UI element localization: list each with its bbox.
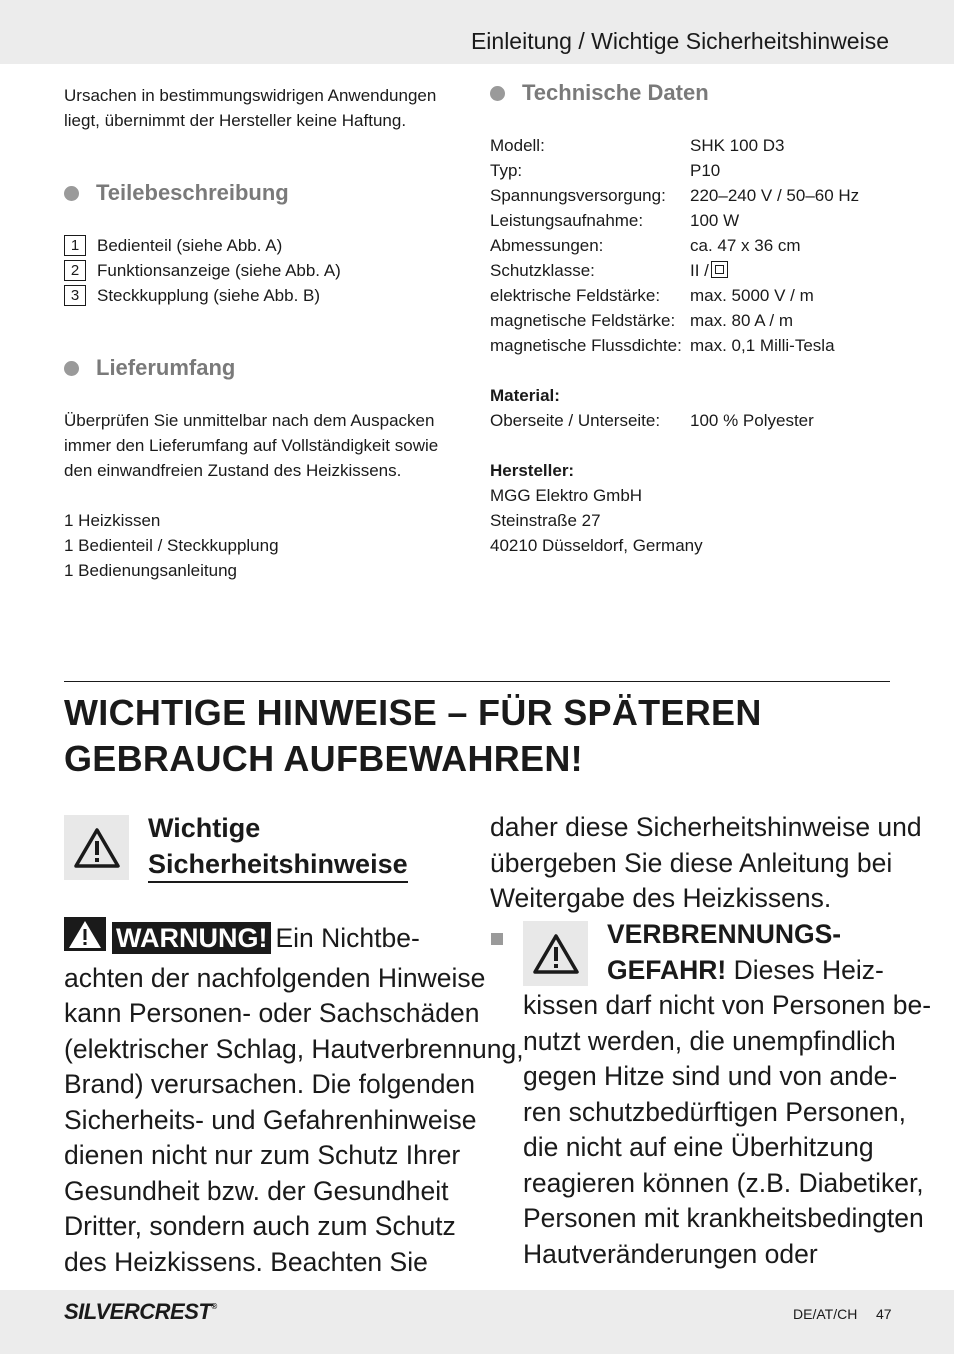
main-heading-line: GEBRAUCH AUFBEWAHREN! — [64, 738, 583, 779]
manufacturer-label: Hersteller: — [490, 461, 575, 480]
warning-line: Brand) verursachen. Die folgenden — [64, 1069, 475, 1099]
spec-row — [490, 408, 859, 433]
burn-paragraph — [523, 988, 931, 1272]
material-label: Material: — [490, 386, 560, 405]
part-number: 1 — [64, 235, 86, 256]
spec-key: Typ: — [490, 161, 523, 180]
section-heading-delivery — [64, 355, 235, 381]
spec-key: elektrische Feldstärke: — [490, 286, 661, 305]
bullet-square-icon — [491, 933, 503, 945]
delivery-line: immer den Lieferumfang auf Vollständigkeit sowie — [64, 436, 439, 455]
warning-label: WARNUNG! — [112, 922, 271, 954]
spec-value: SHK 100 D3 — [690, 136, 785, 155]
brand-logo — [64, 1299, 217, 1325]
delivery-line: Überprüfen Sie unmittelbar nach dem Auspacken — [64, 411, 435, 430]
burn-heading-line: VERBRENNUNGS- — [607, 919, 842, 949]
manufacturer-line — [490, 508, 859, 533]
locale-label: DE/AT/CH — [793, 1306, 858, 1322]
spec-key: Spannungsversorgung: — [490, 186, 666, 205]
manufacturer-name: MGG Elektro GmbH — [490, 486, 643, 505]
delivery-line: den einwandfreien Zustand des Heizkissens. — [64, 461, 402, 480]
spec-value: ca. 47 x 36 cm — [690, 236, 801, 255]
parts-list — [64, 233, 341, 308]
safety-title-line: Wichtige — [148, 813, 261, 843]
manufacturer-line — [490, 533, 859, 558]
section-heading-parts — [64, 180, 289, 206]
spec-row — [490, 133, 859, 158]
spec-key: Abmessungen: — [490, 236, 604, 255]
material-heading — [490, 383, 859, 408]
burn-heading-word: GEFAHR! — [607, 954, 727, 985]
burn-line: gegen Hitze sind und von ande- — [523, 1061, 898, 1091]
spec-row — [490, 208, 859, 233]
manufacturer-line — [490, 483, 859, 508]
list-item — [64, 233, 341, 258]
delivery-item: 1 Bedienungsanleitung — [64, 561, 237, 580]
bullet-dot-icon — [490, 86, 505, 101]
logo-text: SILVERCREST — [64, 1299, 212, 1324]
warning-line: des Heizkissens. Beachten Sie — [64, 1246, 428, 1277]
burn-line: reagieren können (z.B. Diabetiker, — [523, 1167, 924, 1198]
warning-paragraph — [64, 917, 524, 1280]
spec-value: 100 W — [690, 211, 740, 230]
section-title: Lieferumfang — [96, 355, 236, 380]
burn-line: Personen mit krankheitsbedingten — [523, 1203, 924, 1233]
part-number: 2 — [64, 260, 86, 281]
main-heading-line: WICHTIGE HINWEISE – FÜR SPÄTEREN — [64, 692, 762, 733]
manufacturer-heading — [490, 458, 859, 483]
safety-title-line: Sicherheitshinweise — [148, 849, 408, 883]
bullet-dot-icon — [64, 361, 79, 376]
spec-key: Modell: — [490, 136, 545, 155]
intro-text — [64, 83, 436, 133]
safety-line: Weitergabe des Heizkissens. — [490, 883, 832, 913]
warning-text: Ein Nichtbe- — [275, 923, 420, 953]
part-label: Funktionsanzeige (siehe Abb. A) — [97, 261, 341, 280]
burn-heading — [607, 917, 884, 988]
spec-key: Schutzklasse: — [490, 261, 595, 280]
warning-triangle-icon — [64, 917, 106, 961]
spec-key: Leistungsaufnahme: — [490, 211, 644, 230]
protection-class-ii-icon — [711, 261, 728, 278]
spec-value: 100 % Polyester — [690, 411, 814, 430]
list-item — [64, 283, 341, 308]
burn-text: Dieses Heiz- — [733, 954, 884, 985]
spec-value-text: II / — [690, 261, 709, 280]
header-title: Einleitung / Wichtige Sicherheitshinweise — [470, 28, 889, 54]
manufacturer-street: Steinstraße 27 — [490, 511, 601, 530]
spec-key: Oberseite / Unterseite: — [490, 411, 661, 430]
warning-line: Dritter, sondern auch zum Schutz — [64, 1211, 456, 1241]
spec-value: max. 0,1 Milli-Tesla — [690, 336, 835, 355]
section-title: Technische Daten — [522, 80, 709, 105]
safety-continued — [490, 810, 922, 917]
spec-row — [490, 258, 859, 283]
spec-row — [490, 333, 859, 358]
intro-line: Ursachen in bestimmungswidrigen Anwendungen — [64, 86, 437, 105]
warning-line: achten der nachfolgenden Hinweise — [64, 962, 486, 993]
part-label: Bedienteil (siehe Abb. A) — [97, 236, 283, 255]
burn-line: die nicht auf eine Überhitzung — [523, 1132, 874, 1162]
safety-title — [148, 810, 408, 882]
part-number: 3 — [64, 285, 86, 306]
delivery-item: 1 Heizkissen — [64, 511, 161, 530]
spec-value: max. 5000 V / m — [690, 286, 814, 305]
spec-value: max. 80 A / m — [690, 311, 793, 330]
warning-triangle-icon — [64, 815, 129, 880]
burn-line: ren schutzbedürftigen Personen, — [523, 1096, 907, 1127]
warning-line: dienen nicht nur zum Schutz Ihrer — [64, 1140, 461, 1170]
safety-line: daher diese Sicherheitshinweise und — [490, 812, 922, 842]
spec-key: magnetische Feldstärke: — [490, 311, 676, 330]
bullet-dot-icon — [64, 186, 79, 201]
page-number: 47 — [876, 1306, 892, 1322]
spec-row — [490, 233, 859, 258]
intro-line: liegt, übernimmt der Hersteller keine Haftung. — [64, 111, 407, 130]
spec-value: 220–240 V / 50–60 Hz — [690, 186, 860, 205]
warning-first-line — [64, 917, 524, 961]
warning-line: Gesundheit bzw. der Gesundheit — [64, 1175, 449, 1206]
spec-row — [490, 308, 859, 333]
spec-value — [690, 258, 728, 283]
spec-table — [490, 133, 859, 558]
spec-row — [490, 183, 859, 208]
spec-row — [490, 283, 859, 308]
section-divider — [64, 681, 890, 682]
part-label: Steckkupplung (siehe Abb. B) — [97, 286, 321, 305]
burn-line: nutzt werden, die unempfindlich — [523, 1025, 896, 1056]
warning-line: kann Personen- oder Sachschäden — [64, 998, 480, 1028]
burn-heading-line2 — [607, 953, 884, 989]
burn-line: kissen darf nicht von Personen be- — [523, 990, 932, 1020]
logo-mark: ® — [211, 1302, 217, 1311]
warning-line: Sicherheits- und Gefahrenhinweise — [64, 1104, 477, 1135]
delivery-text — [64, 408, 438, 583]
list-item — [64, 258, 341, 283]
main-heading — [64, 690, 890, 782]
spec-key: magnetische Flussdichte: — [490, 336, 682, 355]
manufacturer-city: 40210 Düsseldorf, Germany — [490, 536, 703, 555]
warning-triangle-icon — [523, 921, 588, 986]
delivery-item: 1 Bedienteil / Steckkupplung — [64, 536, 279, 555]
warning-line: (elektrischer Schlag, Hautverbrennung, — [64, 1033, 524, 1064]
spec-value: P10 — [690, 161, 721, 180]
safety-line: übergeben Sie diese Anleitung bei — [490, 847, 893, 878]
section-heading-tech — [490, 80, 709, 106]
section-title: Teilebeschreibung — [96, 180, 289, 205]
header-bar — [0, 0, 954, 64]
spec-row — [490, 158, 859, 183]
burn-line: Hautveränderungen oder — [523, 1238, 818, 1269]
